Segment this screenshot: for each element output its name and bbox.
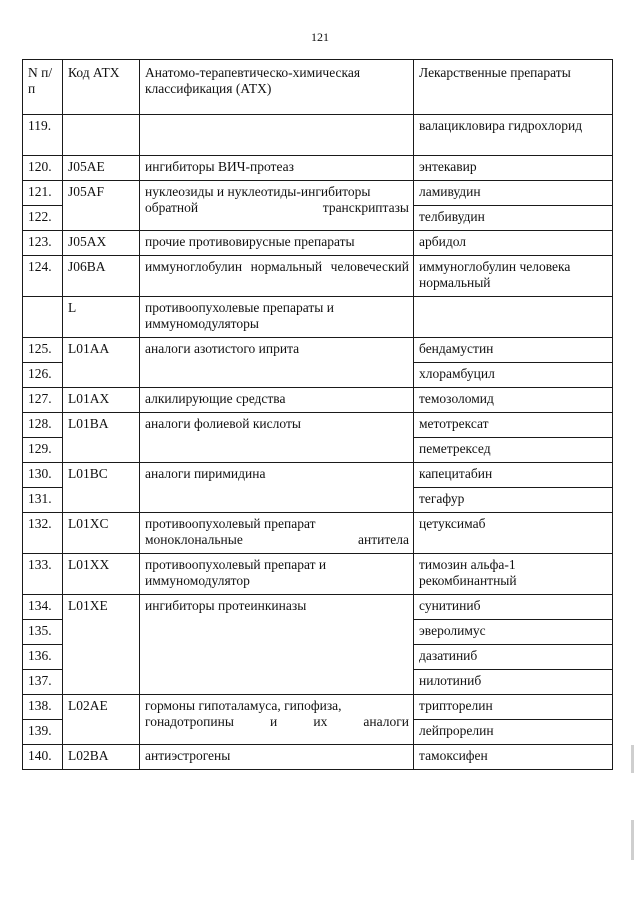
atx-code: J05AX	[63, 231, 140, 256]
classification: прочие противовирусные препараты	[140, 231, 414, 256]
drug-name	[414, 297, 613, 338]
drug-name: темозоломид	[414, 388, 613, 413]
drug-name: арбидол	[414, 231, 613, 256]
row-number	[23, 297, 63, 338]
drug-name: пеметрексед	[414, 438, 613, 463]
table-row	[23, 513, 613, 554]
row-number: 132.	[23, 513, 63, 554]
drug-name: иммуноглобулин человека нормальный	[414, 256, 613, 297]
table-row	[23, 256, 613, 297]
row-number: 130.	[23, 463, 63, 488]
header-classification: Анатомо-терапевтическо-химическая классификация (АТХ)	[140, 60, 414, 115]
row-number: 129.	[23, 438, 63, 463]
classification: противоопухолевый препарат моноклональные антитела	[140, 513, 414, 554]
table-row	[23, 595, 613, 620]
table-row	[23, 745, 613, 770]
atx-code: L01BC	[63, 463, 140, 513]
classification: противоопухолевый препарат и иммуномодулятор	[140, 554, 414, 595]
atx-drug-table	[22, 59, 613, 770]
table-header-row	[23, 60, 613, 115]
row-number: 122.	[23, 206, 63, 231]
classification: противоопухолевые препараты и иммуномодуляторы	[140, 297, 414, 338]
classification: антиэстрогены	[140, 745, 414, 770]
drug-name: тамоксифен	[414, 745, 613, 770]
drug-name: телбивудин	[414, 206, 613, 231]
atx-code: L02BA	[63, 745, 140, 770]
header-number: N п/п	[23, 60, 63, 115]
drug-name: лейпрорелин	[414, 720, 613, 745]
row-number: 139.	[23, 720, 63, 745]
atx-code: J06BA	[63, 256, 140, 297]
classification	[140, 115, 414, 156]
row-number: 120.	[23, 156, 63, 181]
drug-name: капецитабин	[414, 463, 613, 488]
classification: гормоны гипоталамуса, гипофиза, гонадотропины и их аналоги	[140, 695, 414, 745]
classification: аналоги пиримидина	[140, 463, 414, 513]
table-row	[23, 231, 613, 256]
drug-name: трипторелин	[414, 695, 613, 720]
page-number: 121	[311, 30, 329, 44]
drug-name: метотрексат	[414, 413, 613, 438]
drug-name: хлорамбуцил	[414, 363, 613, 388]
atx-code: J05AF	[63, 181, 140, 231]
classification: иммуноглобулин нормальный человеческий	[140, 256, 414, 297]
row-number: 124.	[23, 256, 63, 297]
table-row	[23, 463, 613, 488]
classification: ингибиторы ВИЧ-протеаз	[140, 156, 414, 181]
atx-code: L02AE	[63, 695, 140, 745]
classification: нуклеозиды и нуклеотиды-ингибиторы обратной транскриптазы	[140, 181, 414, 231]
header-drugs: Лекарственные препараты	[414, 60, 613, 115]
row-number: 119.	[23, 115, 63, 156]
table-row	[23, 297, 613, 338]
table-row	[23, 388, 613, 413]
classification: аналоги азотистого иприта	[140, 338, 414, 388]
table-row	[23, 156, 613, 181]
drug-name: дазатиниб	[414, 645, 613, 670]
header-atx-code: Код АТХ	[63, 60, 140, 115]
row-number: 125.	[23, 338, 63, 363]
row-number: 140.	[23, 745, 63, 770]
row-number: 127.	[23, 388, 63, 413]
row-number: 136.	[23, 645, 63, 670]
row-number: 123.	[23, 231, 63, 256]
drug-name: тимозин альфа-1 рекомбинантный	[414, 554, 613, 595]
atx-code: L01XX	[63, 554, 140, 595]
classification: ингибиторы протеинкиназы	[140, 595, 414, 695]
drug-name: сунитиниб	[414, 595, 613, 620]
drug-name: ламивудин	[414, 181, 613, 206]
drug-name: валацикловира гидрохлорид	[414, 115, 613, 156]
row-number: 126.	[23, 363, 63, 388]
drug-name: энтекавир	[414, 156, 613, 181]
row-number: 137.	[23, 670, 63, 695]
scan-artifact	[631, 820, 634, 860]
row-number: 135.	[23, 620, 63, 645]
drug-name: эверолимус	[414, 620, 613, 645]
row-number: 121.	[23, 181, 63, 206]
drug-name: бендамустин	[414, 338, 613, 363]
atx-code: J05AE	[63, 156, 140, 181]
atx-code: L	[63, 297, 140, 338]
atx-code: L01XC	[63, 513, 140, 554]
drug-name: цетуксимаб	[414, 513, 613, 554]
drug-name: нилотиниб	[414, 670, 613, 695]
table-row	[23, 115, 613, 156]
table-row	[23, 181, 613, 206]
table-row	[23, 695, 613, 720]
row-number: 138.	[23, 695, 63, 720]
classification: алкилирующие средства	[140, 388, 414, 413]
atx-code: L01AX	[63, 388, 140, 413]
row-number: 131.	[23, 488, 63, 513]
table-row	[23, 413, 613, 438]
atx-code: L01AA	[63, 338, 140, 388]
scan-artifact	[631, 745, 634, 773]
row-number: 133.	[23, 554, 63, 595]
table-row	[23, 554, 613, 595]
row-number: 128.	[23, 413, 63, 438]
atx-code: L01XE	[63, 595, 140, 695]
atx-code	[63, 115, 140, 156]
row-number: 134.	[23, 595, 63, 620]
classification: аналоги фолиевой кислоты	[140, 413, 414, 463]
atx-code: L01BA	[63, 413, 140, 463]
table-row	[23, 338, 613, 363]
drug-name: тегафур	[414, 488, 613, 513]
